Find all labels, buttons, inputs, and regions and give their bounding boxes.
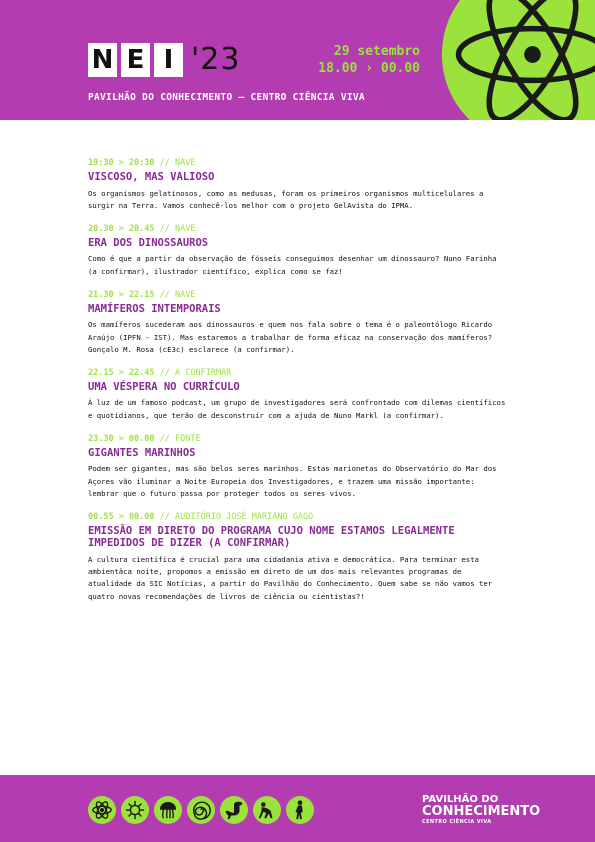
pavilhao-logo-line2: CONHECIMENTO <box>422 804 541 819</box>
dinosaur-icon <box>220 796 248 824</box>
event-date-day: 29 setembro <box>333 44 420 59</box>
program-title: MAMÍFEROS INTEMPORAIS <box>88 302 221 315</box>
program-time: 00.55 > 00.00 <box>88 511 155 522</box>
program-title: UMA VÉSPERA NO CURRÍCULO <box>88 380 240 393</box>
program-time-row <box>88 224 508 235</box>
program-title: GIGANTES MARINHOS <box>88 446 196 459</box>
program-description: Como é que a partir da observação de fósseis conseguimos desenhar um dinossauro? Nuno Farinha (a confirmar), ilustrador científico, explica como se faz! <box>88 254 497 276</box>
program-description: Os mamíferos sucederam aos dinossauros e quem nos fala sobre o tema é o paleontólogo Ricardo Araújo (IPFN - IST). Mas estaremos a trabalhar de forma eficaz na conservação dos mamíferos? Gonçalo M. Rosa (cE3c) esclarece (a confirmar). <box>88 320 493 354</box>
program-description: Os organismos gelatinosos, como as medusas, foram os primeiros organismos multicelulares a surgir na Terra. Vamos conhecê-los melhor com o projeto GelAvista do IPMA. <box>88 188 484 210</box>
microorganism-icon <box>121 796 149 824</box>
program-place: // AUDITÓRIO JOSÉ MARIANO GAGO <box>159 511 314 522</box>
program-place: // NAVE <box>159 223 196 234</box>
program-list <box>88 158 508 615</box>
human-icon <box>286 796 314 824</box>
program-place: // FONTE <box>159 433 201 444</box>
logo-letter-n: N <box>88 43 117 77</box>
logo-letter-i: I <box>154 43 183 77</box>
program-place: // NAVE <box>159 289 196 300</box>
atom-icon <box>88 796 116 824</box>
pavilhao-logo-line1: PAVILHÃO DO <box>422 794 499 805</box>
footer <box>0 775 595 842</box>
program-description: A cultura científica é crucial para uma cidadania ativa e democrática. Para terminar esta ambientâca noite, propomos a emissão em direto de um dos mais relevantes programas de atualidade da SIC Notícias, a partir do Pavilhão do Conhecimento. Quem sabe se não vamos ter quatro novas recomendações de livros de ciência ou cientistas?! <box>88 554 493 601</box>
header <box>0 0 595 120</box>
logo-letter-e: E <box>121 43 150 77</box>
program-description: Podem ser gigantes, mas são belos seres marinhos. Estas marionetas do Observatório do Mar dos Açores vão iluminar a Noite Europeia dos Investigadores, e trazem uma missão importante: lembrar que o futuro passa por proteger todos os seres vivos. <box>88 464 497 498</box>
program-item <box>88 512 508 603</box>
program-place: // A CONFIRMAR <box>159 367 232 378</box>
program-time: 23.30 > 00.00 <box>88 433 155 444</box>
program-item <box>88 224 508 278</box>
nei23-logo <box>88 42 240 77</box>
program-time: 19:30 > 20:30 <box>88 158 155 168</box>
jellyfish-icon <box>154 796 182 824</box>
program-title: VISCOSO, MAS VALIOSO <box>88 171 215 183</box>
atom-icon <box>440 0 595 120</box>
ammonite-icon <box>187 796 215 824</box>
primate-icon <box>253 796 281 824</box>
program-title: EMISSÃO EM DIRETO DO PROGRAMA CUJO NOME ESTAMOS LEGALMENTE IMPEDIDOS DE DIZER (A CONFIRMAR) <box>88 524 455 550</box>
program-time-row <box>88 512 508 523</box>
venue: PAVILHÃO DO CONHECIMENTO — CENTRO CIÊNCIA VIVA <box>88 92 365 103</box>
program-place: // NAVE <box>159 158 196 168</box>
program-time: 20.30 > 20.45 <box>88 223 155 234</box>
logo-year: '23 <box>191 42 241 77</box>
program-time-row <box>88 158 508 169</box>
program-item <box>88 290 508 356</box>
program-item <box>88 368 508 422</box>
pavilhao-logo <box>422 794 540 826</box>
program-item <box>88 158 508 212</box>
program-time-row <box>88 290 508 301</box>
program-time: 22.15 > 22.45 <box>88 367 155 378</box>
event-date-hours: 18.00 › 00.00 <box>318 61 420 76</box>
event-date <box>310 43 420 77</box>
pavilhao-logo-line3: CENTRO CIÊNCIA VIVA <box>422 819 492 825</box>
theme-icons <box>88 796 319 824</box>
program-time: 21.30 > 22.15 <box>88 289 155 300</box>
program-description: À luz de um famoso podcast, um grupo de investigadores será confrontado com dilemas científicos e quotidianos, que terão de desconstruir com a ajuda de Nuno Markl (a confirmar). <box>88 398 506 420</box>
program-time-row <box>88 434 508 445</box>
program-title: ERA DOS DINOSSAUROS <box>88 236 209 249</box>
program-item <box>88 434 508 500</box>
program-time-row <box>88 368 508 379</box>
